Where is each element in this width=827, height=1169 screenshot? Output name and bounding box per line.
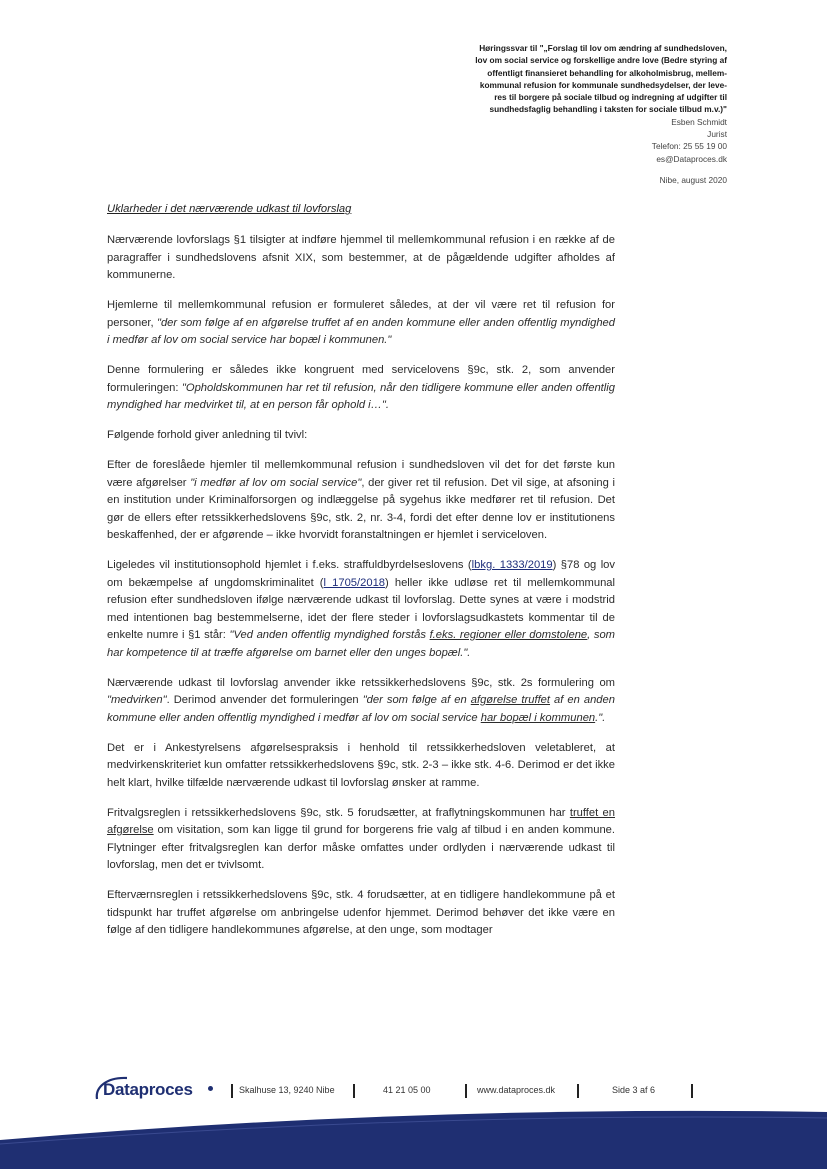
text-run: , der giver ret til refusion. Det vil sige, at afsoning i en institution under Kriminalforsorgen og indlæggelse på sygehus ikke medfører ret til refusion. Det gør de ellers efter retssikkerhedslovens §9c, stk. 2, nr. 3-4, fordi det efter denne lov er institutionens beskaffenhed, der er afgørende – ikke hvorvidt foranstaltningen er hjemlet i serviceloven. xyxy=(107,476,615,541)
paragraph xyxy=(107,297,615,350)
header-title-line: lov om social service og forskellige andre love (Bedre styring af xyxy=(475,55,727,66)
text-run: Fritvalgsreglen i retssikkerhedslovens §9c, stk. 5 forudsætter, at fraflytningskommunen har xyxy=(107,806,570,819)
text-run: Denne formulering er således ikke kongruent med servicelovens §9c, stk. 2, som anvender formuleringen: xyxy=(107,364,615,394)
logo-dot-icon xyxy=(208,1086,213,1091)
text-run: om visitation, som kan ligge til grund for borgerens frie valg af tilbud i en anden kommune. Flytninger efter fritvalgsreglen kan derfor måske omfattes under ordlyden i nærværende udkast til lovforslag, men det er tvivlsomt. xyxy=(107,824,615,871)
footer-address: Skalhuse 13, 9240 Nibe xyxy=(239,1085,335,1095)
author-role: Jurist xyxy=(707,129,727,140)
header-title-line: res til borgere på sociale tilbud og indregning af udgifter til xyxy=(494,92,727,103)
underlined-text: truffet en afgørelse xyxy=(107,806,615,836)
text-run: ) §78 og lov om bekæmpelse af ungdomskriminalitet ( xyxy=(107,559,615,589)
footer-divider xyxy=(465,1084,467,1098)
footer-divider xyxy=(691,1084,693,1098)
footer-divider xyxy=(577,1084,579,1098)
paragraph: Følgende forhold giver anledning til tvivl: xyxy=(107,429,308,441)
quote: "i medfør af lov om social service" xyxy=(190,476,362,489)
quote: "Opholdskommunen har ret til refusion, når den tidligere kommune eller anden offentlig myndighed har medvirket til, at en person får ophold i…". xyxy=(107,381,615,411)
text-run: ) heller ikke udløse ret til mellemkommunal refusion efter sundhedsloven ifølge nærværende udkast til lovforslag. Dette synes at være i modstrid med intentionen bag bestemmelserne, idet der flere steder i lovforslagsudkastets kommentar til de enkelte numre i §1 står: xyxy=(107,576,615,641)
section-heading: Uklarheder i det nærværende udkast til lovforslag xyxy=(107,203,352,215)
logo-text: Dataproces xyxy=(103,1080,193,1099)
quote: "der som følge af en afgørelse truffet af en anden kommune eller anden offentlig myndighed i medfør af lov om social service har bopæl i kommunen." xyxy=(107,316,615,346)
dataproces-logo xyxy=(93,1073,228,1103)
quote: "der som følge af en xyxy=(362,694,471,706)
quote-underlined: afgørelse truffet xyxy=(470,694,551,706)
header-title-line: Høringssvar til "„Forslag til lov om ændring af sundhedsloven, xyxy=(479,43,727,53)
page-footer xyxy=(93,1073,733,1103)
paragraph: Det er i Ankestyrelsens afgørelsespraksis i henhold til retssikkerhedsloven veletableret, at medvirkenskriteriet kun omfatter retssikkerhedslovens §9c, stk. 2-3 – ikke stk. 4-6. Derimod er det ikke helt klart, hvilke tilfælde nærværende udkast til lovforslag ønsker at ramme. xyxy=(107,741,615,789)
header-title-line: offentligt finansieret behandling for alkoholmisbrug, mellem- xyxy=(487,67,727,78)
text-run: Hjemlerne til mellemkommunal refusion er formuleret således, at der vil være ret til refusion for personer, xyxy=(107,299,615,329)
quote: "Ved anden offentlig myndighed forstås xyxy=(229,629,430,641)
law-link[interactable]: l 1705/2018 xyxy=(323,576,386,589)
letter-header xyxy=(427,42,727,186)
law-link[interactable]: lbkg. 1333/2019 xyxy=(471,559,553,571)
paragraph xyxy=(107,557,615,662)
author-email: es@Dataproces.dk xyxy=(656,153,727,164)
quote: "medvirken" xyxy=(107,694,167,706)
quote-underlined: f.eks. regioner eller domstolene xyxy=(429,629,588,641)
quote-underlined: har bopæl i kommunen xyxy=(480,711,596,724)
quote: af en anden kommune eller anden offentlig myndighed i medfør af lov om social service xyxy=(107,694,615,724)
text-run: Efter de foreslåede hjemler til mellemkommunal refusion i sundhedsloven vil det for det første kun være afgørelser xyxy=(107,459,615,489)
author-phone: Telefon: 25 55 19 00 xyxy=(651,141,727,152)
footer-phone: 41 21 05 00 xyxy=(383,1085,431,1095)
footer-wave-graphic xyxy=(0,1100,827,1169)
footer-divider xyxy=(353,1084,355,1098)
quote: , som har kompetence til at træffe afgørelse om barnet eller den unges bopæl.". xyxy=(107,629,616,659)
letter-date: Nibe, august 2020 xyxy=(659,174,727,185)
text-run: . Derimod anvender det formuleringen xyxy=(166,694,363,706)
text-run: Ligeledes vil institutionsophold hjemlet i f.eks. straffuldbyrdelseslovens ( xyxy=(107,559,472,571)
header-title-line: sundhedsfaglig behandling i taksten for sociale tilbud m.v.)" xyxy=(489,104,727,115)
paragraph: Nærværende lovforslags §1 tilsigter at indføre hjemmel til mellemkommunal refusion i en række af de paragraffer i sundhedslovens afsnit XIX, som bestemmer, at de pågældende udgifter afholdes af kommunerne. xyxy=(107,234,615,281)
body-text xyxy=(107,232,615,952)
footer-divider xyxy=(231,1084,233,1098)
paragraph xyxy=(107,457,615,545)
text-run: Nærværende udkast til lovforslag anvender ikke retssikkerhedslovens §9c, stk. 2s formulering om xyxy=(107,676,615,689)
paragraph xyxy=(107,805,615,875)
header-title-line: kommunal refusion for kommunale sundhedsydelser, der leve- xyxy=(479,79,727,90)
footer-page-number: Side 3 af 6 xyxy=(612,1085,656,1095)
paragraph xyxy=(107,675,615,728)
paragraph: Efterværnsreglen i retssikkerhedslovens §9c, stk. 4 forudsætter, at en tidligere handlekommune på et tidspunkt har truffet afgørelse om anbringelse udenfor hjemmet. Derimod behøver det ikke være en følge af den tidligere handlekommunes afgørelse, at den unge, som modtager xyxy=(107,889,615,936)
paragraph xyxy=(107,362,615,415)
quote: .". xyxy=(595,711,606,724)
author-name: Esben Schmidt xyxy=(671,116,727,127)
footer-website[interactable]: www.dataproces.dk xyxy=(477,1085,556,1095)
